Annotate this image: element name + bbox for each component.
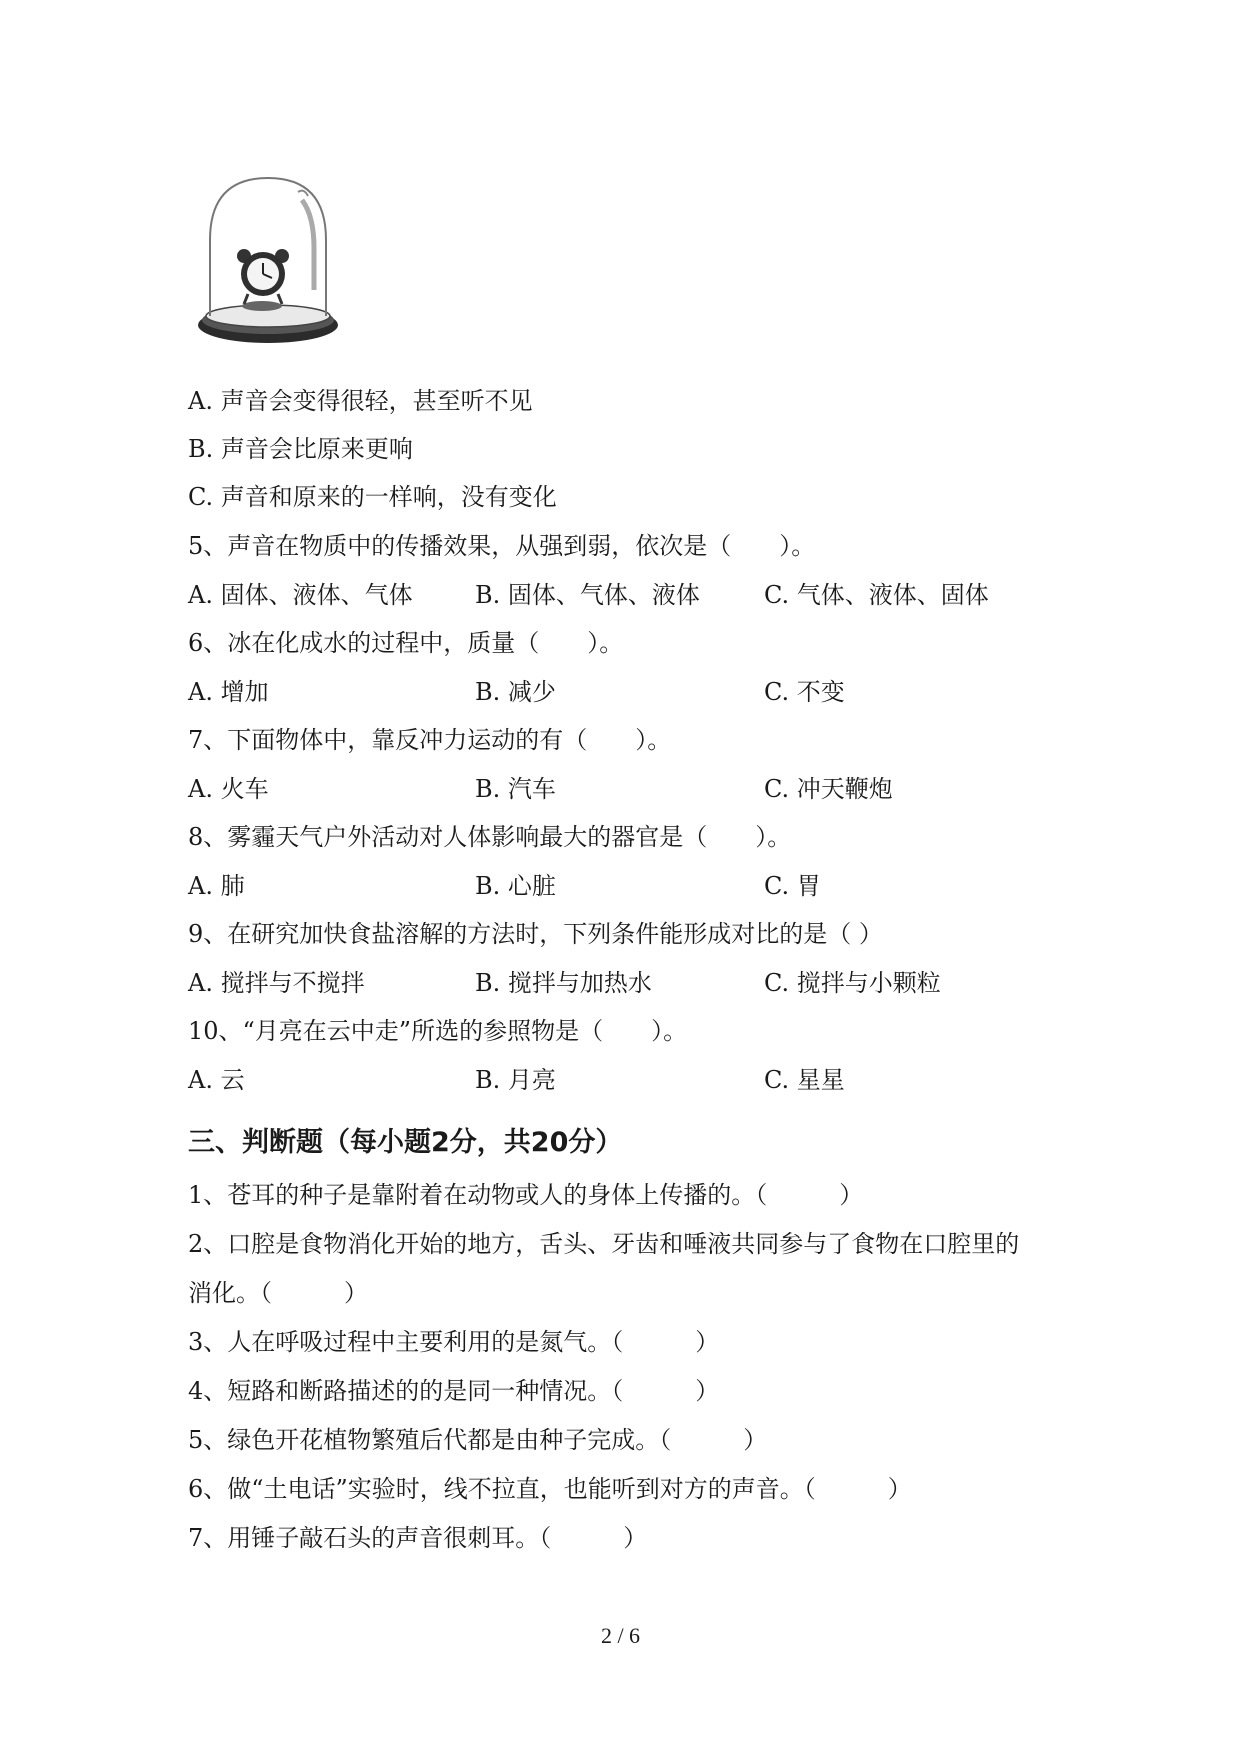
question-stem: 8、雾霾天气户外活动对人体影响最大的器官是（ ）。 bbox=[188, 823, 792, 851]
statement-item: 2、口腔是食物消化开始的地方，舌头、牙齿和唾液共同参与了食物在口腔里的 bbox=[188, 1230, 1020, 1258]
option-a: A. 固体、液体、气体 bbox=[188, 581, 413, 609]
bell-jar-alarm-clock-illustration bbox=[190, 170, 350, 350]
option-row bbox=[188, 968, 1068, 998]
option-b: B. 汽车 bbox=[475, 775, 556, 803]
option-row bbox=[188, 580, 1068, 610]
statement-item: 1、苍耳的种子是靠附着在动物或人的身体上传播的。（ ） bbox=[188, 1181, 864, 1209]
option-a: A. 搅拌与不搅拌 bbox=[188, 969, 365, 997]
option-b: B. 固体、气体、液体 bbox=[475, 581, 700, 609]
section-heading: 三、判断题（每小题2分，共20分） bbox=[188, 1127, 623, 1158]
option-c: C. 星星 bbox=[764, 1066, 845, 1094]
statement-item: 4、短路和断路描述的的是同一种情况。（ ） bbox=[188, 1377, 720, 1405]
question-stem: 6、冰在化成水的过程中，质量（ ）。 bbox=[188, 629, 624, 657]
statement-item: 3、人在呼吸过程中主要利用的是氮气。（ ） bbox=[188, 1328, 720, 1356]
option-a: A. 火车 bbox=[188, 775, 269, 803]
option-b: B. 月亮 bbox=[475, 1066, 556, 1094]
option-b: B. 搅拌与加热水 bbox=[475, 969, 652, 997]
option-b: B. 声音会比原来更响 bbox=[188, 435, 413, 463]
option-b: B. 心脏 bbox=[475, 872, 556, 900]
option-c: C. 声音和原来的一样响，没有变化 bbox=[188, 483, 557, 511]
option-row bbox=[188, 677, 1068, 707]
option-a: A. 增加 bbox=[188, 678, 269, 706]
option-c: C. 冲天鞭炮 bbox=[764, 775, 893, 803]
option-row bbox=[188, 871, 1068, 901]
statement-item-continuation: 消化。（ ） bbox=[188, 1279, 368, 1307]
option-c: C. 胃 bbox=[764, 872, 821, 900]
statement-item: 5、绿色开花植物繁殖后代都是由种子完成。（ ） bbox=[188, 1426, 768, 1454]
statement-item: 7、用锤子敲石头的声音很刺耳。（ ） bbox=[188, 1524, 648, 1552]
page-number: 2 / 6 bbox=[600, 1623, 641, 1648]
option-row bbox=[188, 774, 1068, 804]
option-a: A. 肺 bbox=[188, 872, 245, 900]
question-stem: 7、下面物体中，靠反冲力运动的有（ ）。 bbox=[188, 726, 672, 754]
option-a: A. 云 bbox=[188, 1066, 245, 1094]
option-b: B. 减少 bbox=[475, 678, 556, 706]
option-row bbox=[188, 1065, 1068, 1095]
statement-item: 6、做“土电话”实验时，线不拉直，也能听到对方的声音。（ ） bbox=[188, 1475, 912, 1503]
question-stem: 10、“月亮在云中走”所选的参照物是（ ）。 bbox=[188, 1017, 688, 1045]
question-stem: 5、声音在物质中的传播效果，从强到弱，依次是（ ）。 bbox=[188, 532, 816, 560]
option-c: C. 不变 bbox=[764, 678, 845, 706]
option-a: A. 声音会变得很轻，甚至听不见 bbox=[188, 387, 533, 415]
question-stem: 9、在研究加快食盐溶解的方法时，下列条件能形成对比的是（ ） bbox=[188, 920, 883, 948]
option-c: C. 气体、液体、固体 bbox=[764, 581, 989, 609]
option-c: C. 搅拌与小颗粒 bbox=[764, 969, 941, 997]
